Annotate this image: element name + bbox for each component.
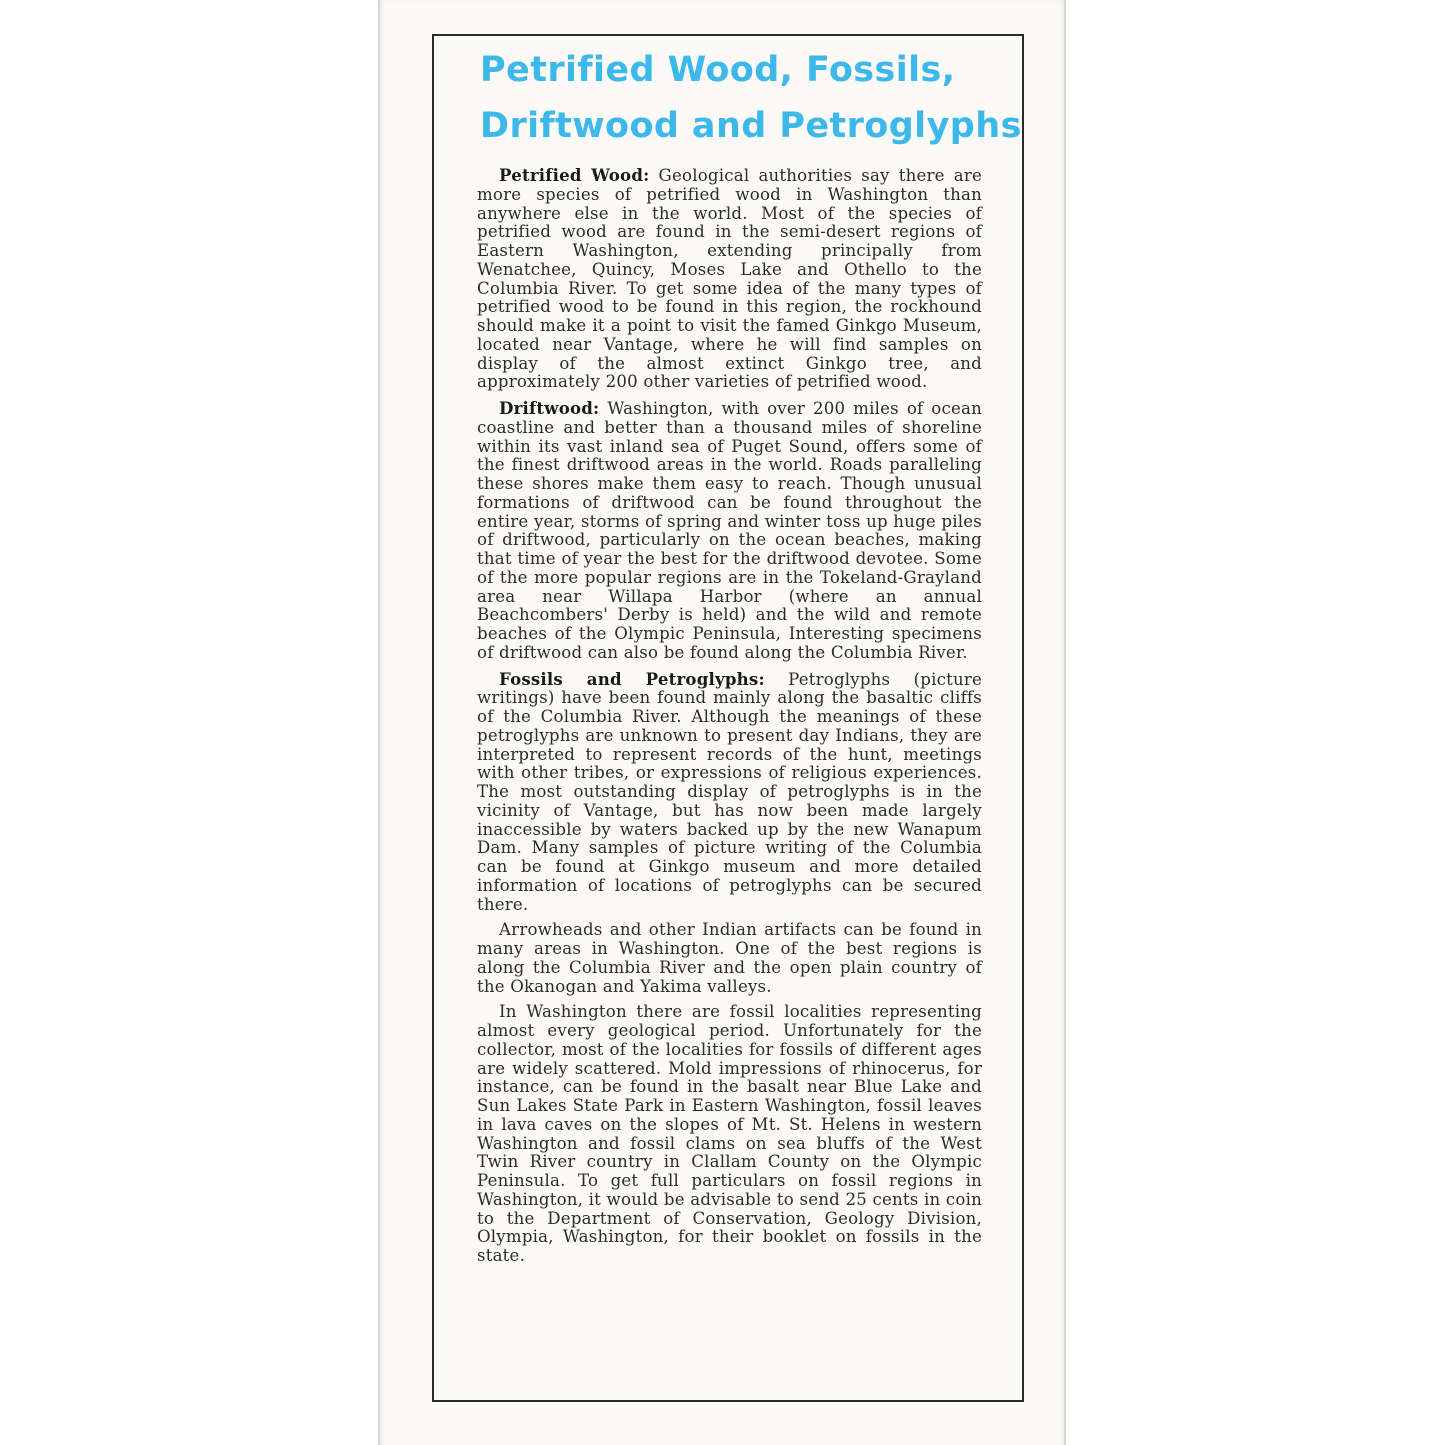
section-heading: Fossils and Petroglyphs: [499,668,765,689]
article-body [477,166,982,1273]
section-text: Petroglyphs (picture writings) have been found mainly along the basaltic cliffs of the Columbia River. Although the meanings of these petroglyphs are unknown to present day Indians, they are interpreted to represent records of the hunt, meetings with other tribes, or expressions of religious experiences. The most outstanding display of petroglyphs is in the vicinity of Vantage, but has now been made largely inaccessible by waters backed up by the new Wanapum Dam. Many samples of picture writing of the Columbia can be found at Ginkgo museum and more detailed information of locations of petroglyphs can be secured there. [477,669,982,914]
section-text: Geological authorities say there are more species of petrified wood in Washington than anywhere else in the world. Most of the species of petrified wood are found in the semi-desert regions of Eastern Washington, extending principally from Wenatchee, Quincy, Moses Lake and Othello to the Columbia River. To get some idea of the many types of petrified wood to be found in this region, the rockhound should make it a point to visit the famed Ginkgo Museum, located near Vantage, where he will find samples on display of the almost extinct Ginkgo tree, and approximately 200 other varieties of petrified wood. [477,166,982,392]
section-heading: Driftwood: [499,398,600,418]
section-petrified-wood [477,166,982,392]
section-fossils-petroglyphs [477,670,982,915]
page-title [480,42,1022,154]
paragraph-arrowheads: Arrowheads and other Indian artifacts can be found in many areas in Washington. One of the best regions is along the Columbia River and the open plain country of the Okanogan and Yakima valleys. [477,920,982,996]
page-edge-left [378,0,380,1445]
paragraph-fossil-localities: In Washington there are fossil localities representing almost every geological period. Unfortunately for the collector, most of the localities for fossils of different ages are widely scattered. Mold impressions of rhinocerus, for instance, can be found in the basalt near Blue Lake and Sun Lakes State Park in Eastern Washington, fossil leaves in lava caves on the slopes of Mt. St. Helens in western Washington and fossil clams on sea bluffs of the West Twin River country in Clallam County on the Olympic Peninsula. To get full particulars on fossil regions in Washington, it would be advisable to send 25 cents in coin to the Department of Conservation, Geology Division, Olympia, Washington, for their booklet on fossils in the state. [477,1002,982,1265]
title-line-2: Driftwood and Petroglyphs [480,106,1022,146]
section-driftwood [477,399,982,663]
title-line-1: Petrified Wood, Fossils, [480,50,956,90]
section-text: Washington, with over 200 miles of ocean coastline and better than a thousand miles of shoreline within its vast inland sea of Puget Sound, offers some of the finest driftwood areas in the world. Roads paralleling these shores make them easy to reach. Though unusual formations of driftwood can be found throughout the entire year, storms of spring and winter toss up huge piles of driftwood, particularly on the ocean beaches, making that time of year the best for the driftwood devotee. Some of the more popular regions are in the Tokeland-Grayland area near Willapa Harbor (where an annual Beachcombers' Derby is held) and the wild and remote beaches of the Olympic Peninsula, Interesting specimens of driftwood can also be found along the Columbia River. [477,399,982,662]
section-heading: Petrified Wood: [499,165,650,185]
page-edge-right [1064,0,1066,1445]
